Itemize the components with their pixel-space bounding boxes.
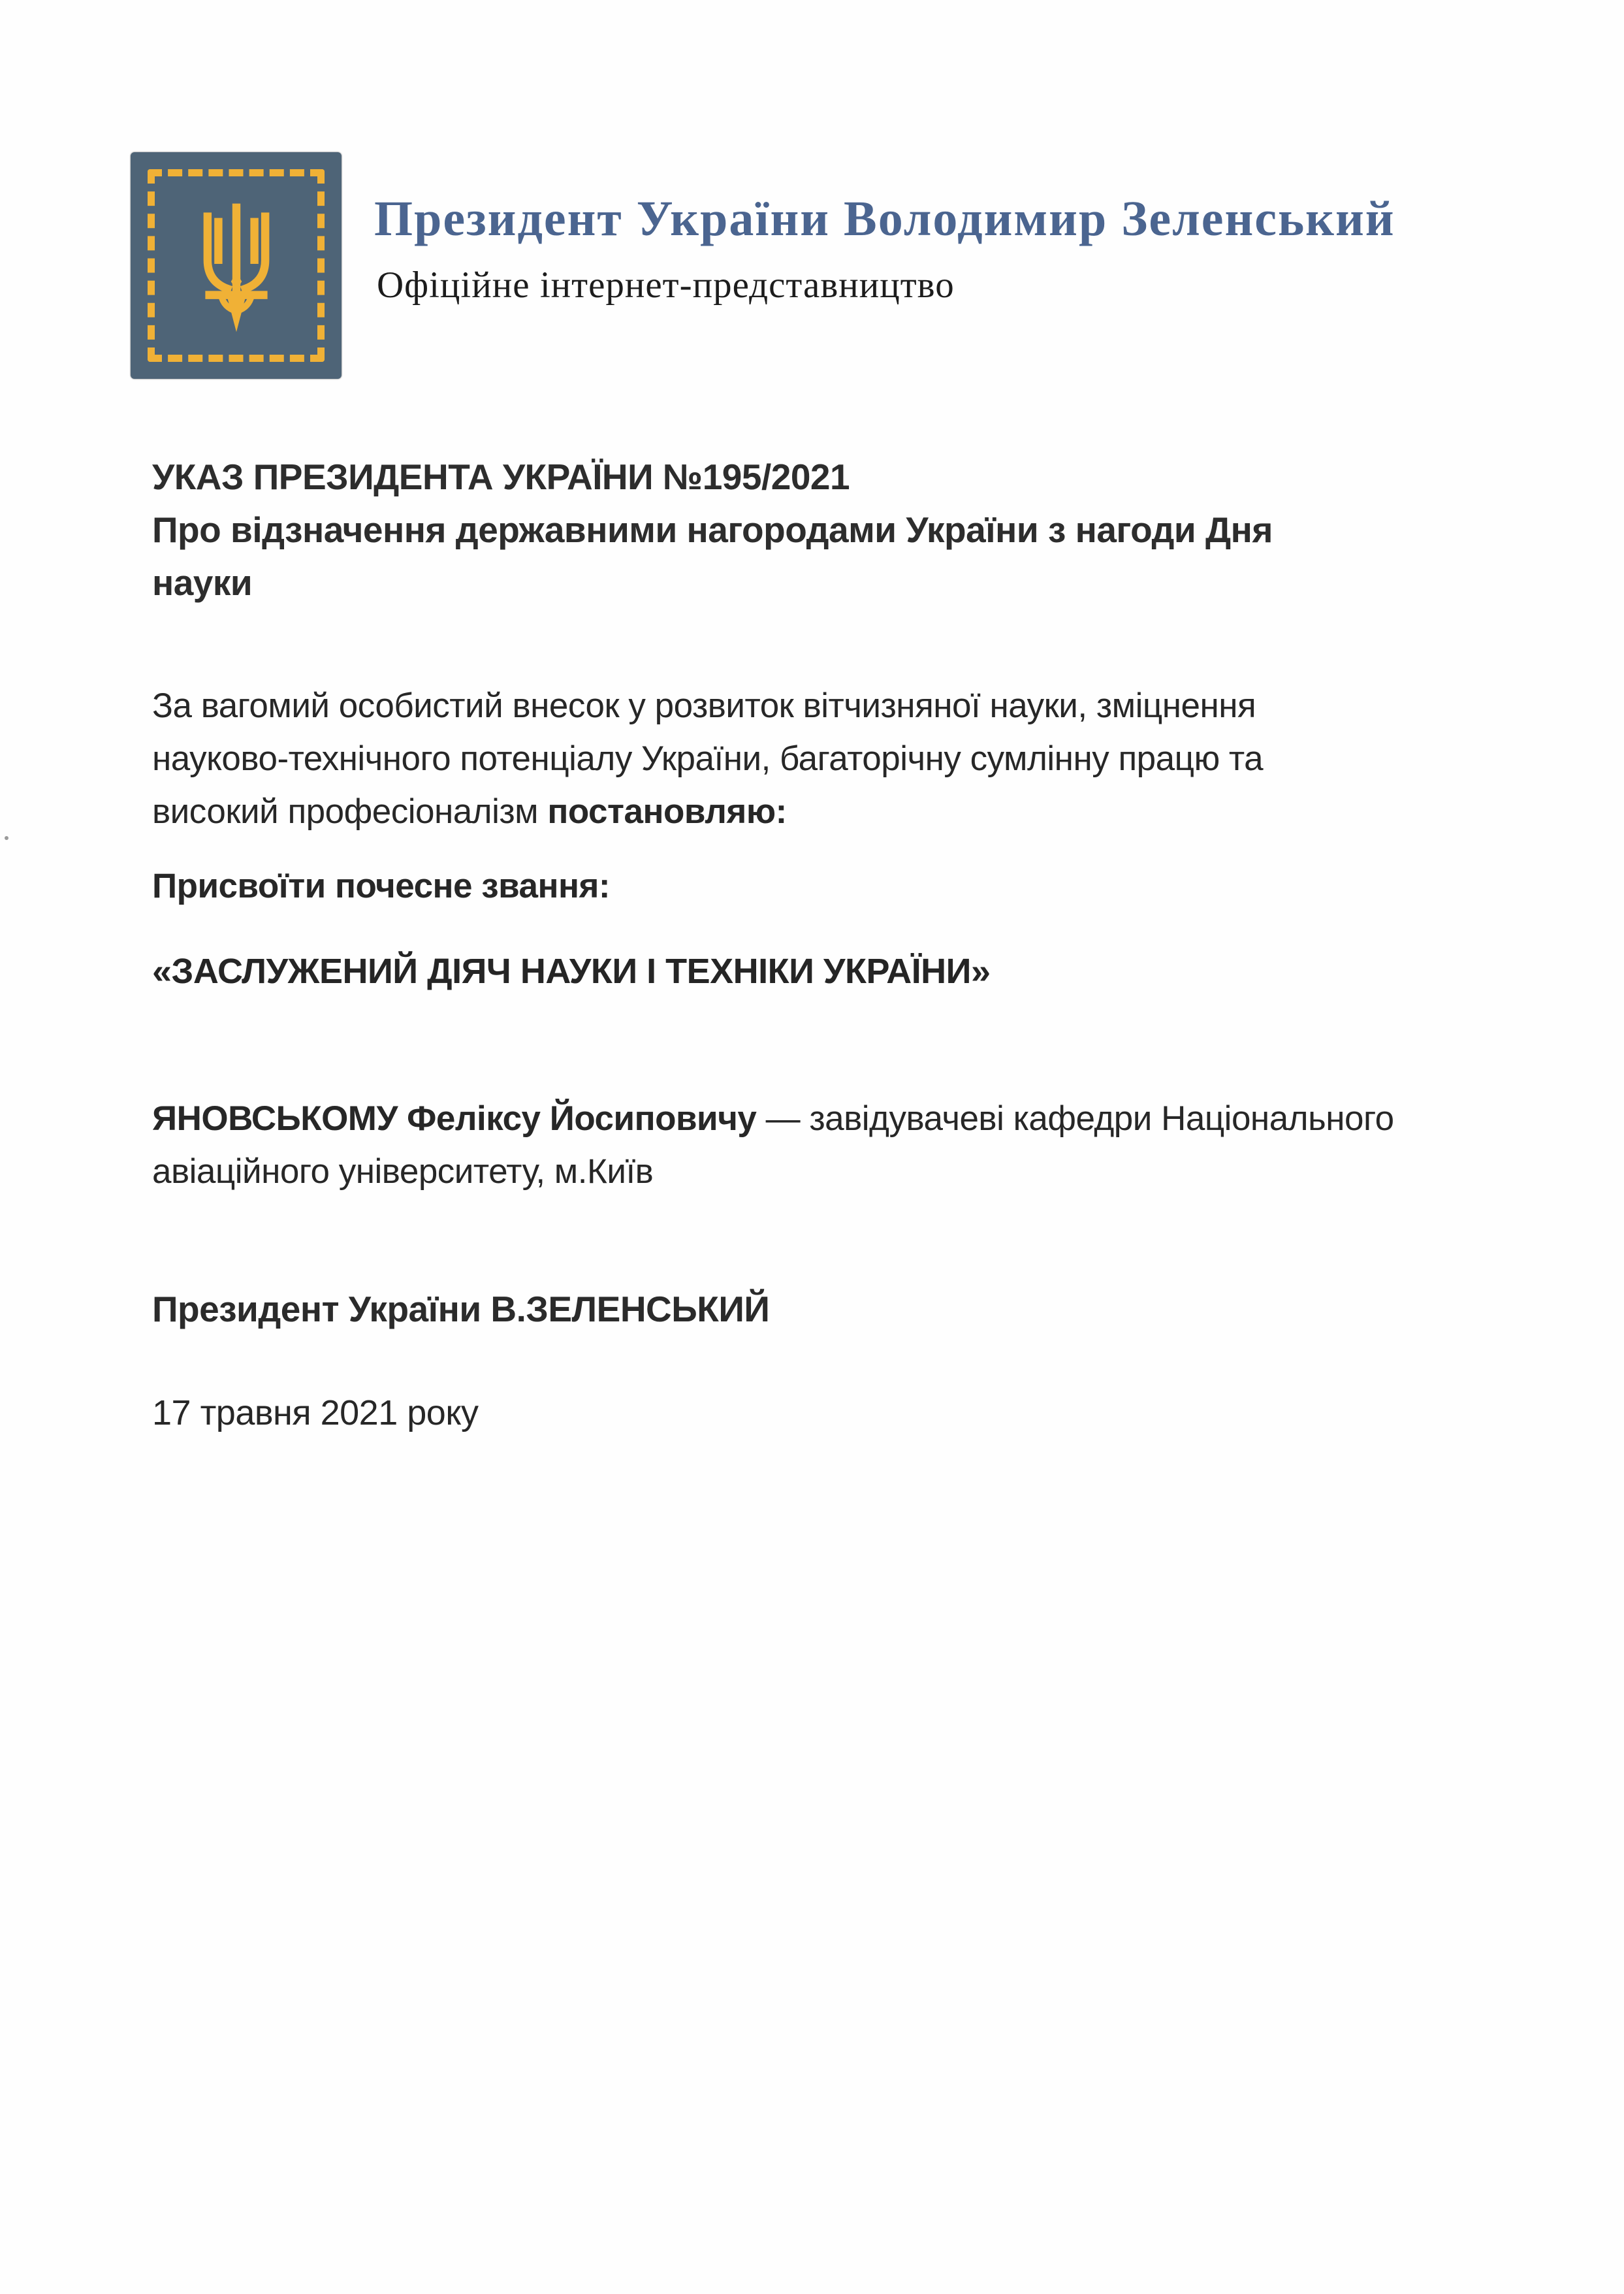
decree-title-subject-line2: науки (152, 562, 253, 603)
preamble-line2: науково-технічного потенціалу України, багаторічну сумлінну працю та (152, 739, 1264, 778)
preamble-line1: За вагомий особистий внесок у розвиток вітчизняної науки, зміцнення (152, 687, 1256, 725)
recipient-position: — завідувачеві кафедри Національного (765, 1099, 1394, 1138)
preamble-line3-bold: постановляю: (547, 792, 787, 831)
decree-title (152, 451, 1273, 609)
recipient-line1 (152, 1092, 1394, 1145)
decree-date: 17 травня 2021 року (152, 1393, 479, 1432)
presidential-logo (131, 152, 342, 379)
decree-title-number: УКАЗ ПРЕЗИДЕНТА УКРАЇНИ №195/2021 (152, 457, 850, 497)
award-intro: Присвоїти почесне звання: (152, 867, 611, 905)
trident-tail (227, 298, 246, 332)
recipient-name: ЯНОВСЬКОМУ Феліксу Йосиповичу (152, 1099, 757, 1138)
site-subtitle: Офіційне інтернет-представництво (377, 265, 955, 306)
preamble-line3 (152, 785, 1263, 838)
recipient-line2: авіаційного університету, м.Київ (152, 1152, 654, 1191)
site-title: Президент України Володимир Зеленський (374, 191, 1395, 246)
decree-preamble (152, 679, 1263, 838)
scan-artifact-dot (5, 836, 8, 840)
award-title: «ЗАСЛУЖЕНИЙ ДІЯЧ НАУКИ І ТЕХНІКИ УКРАЇНИ» (152, 952, 991, 991)
signature-line: Президент України В.ЗЕЛЕНСЬКИЙ (152, 1289, 770, 1329)
preamble-line3-regular: високий професіоналізм (152, 792, 539, 831)
trident-icon (191, 201, 281, 339)
decree-title-subject-line1: Про відзначення державними нагородами України з нагоди Дня (152, 509, 1273, 550)
recipient-entry (152, 1092, 1394, 1198)
